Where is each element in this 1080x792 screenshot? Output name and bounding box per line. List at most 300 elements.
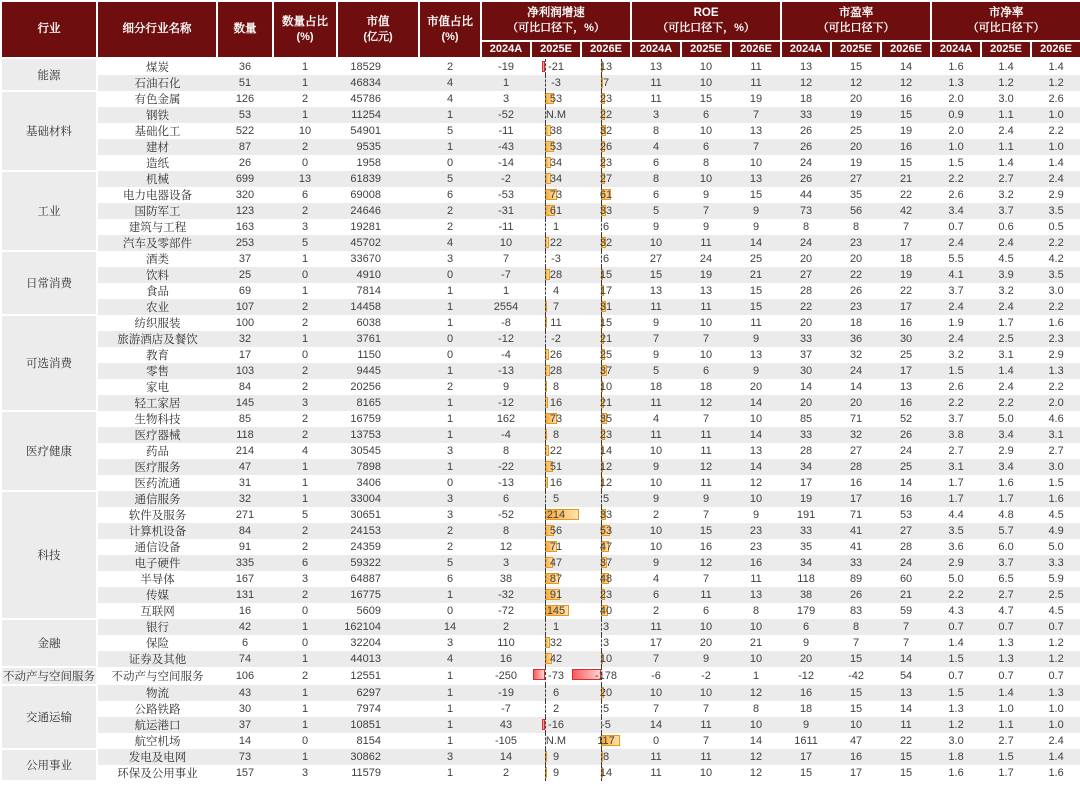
year-header-2-0: 2024A [781,41,831,58]
mcap-cell: 7974 [356,703,381,715]
mcap-pct-cell: 4 [446,93,454,105]
pb-cell: 1.7 [931,491,981,507]
pe-cell: 1611 [794,735,818,747]
growth-cell [581,685,631,701]
growth-cell [481,283,531,299]
growth-cell [581,619,631,635]
growth-cell [581,219,631,235]
mcap-pct-cell: 0 [446,605,454,617]
roe-cell: 10 [731,651,781,667]
mcap-pct-cell: 1 [419,717,481,733]
table-row [1,235,1080,251]
count-pct-cell: 2 [301,670,309,682]
table-row [1,765,1080,781]
roe-cell: 9 [702,189,710,201]
growth-value: -7 [501,269,511,281]
pe-cell: 38 [781,587,831,603]
count-cell: 100 [235,317,255,329]
databar-axis [601,635,602,651]
pe-cell: 35 [849,189,863,201]
pe-cell: 14 [799,381,813,393]
pb-cell: 1.4 [998,157,1014,169]
growth-value: 5 [552,493,560,505]
pb-cell: 3.5 [931,523,981,539]
subindustry-name-cell: 机械 [97,171,217,187]
mcap-pct-cell: 5 [419,555,481,571]
growth-value: 48 [599,573,613,585]
databar-axis [545,171,546,187]
growth-cell [531,187,581,203]
table-row [1,539,1080,555]
roe-cell: 9 [752,509,760,521]
roe-cell: 24 [699,253,713,265]
mcap-cell: 1958 [356,157,381,169]
roe-cell: 11 [731,75,781,91]
subindustry-name-cell: 互联网 [140,606,175,618]
count-pct-cell: 1 [273,717,337,733]
mcap-cell: 3406 [356,477,381,489]
pe-cell: 20 [799,253,813,265]
roe-cell: 10 [649,541,663,553]
roe-cell: 13 [699,285,713,297]
pe-cell: 20 [781,395,831,411]
count-pct-cell: 2 [273,203,337,219]
growth-cell [481,491,531,507]
roe-cell: 25 [749,253,763,265]
pb-cell: 2.6 [948,381,964,393]
pb-cell: 3.7 [981,203,1031,219]
pe-cell: 14 [881,651,931,667]
growth-cell [531,139,581,155]
col-header-industry: 行业 [1,1,97,58]
roe-cell: 13 [749,125,763,137]
growth-value: -178 [595,670,618,682]
table-row [1,459,1080,475]
growth-cell [581,475,631,491]
databar-axis [545,331,546,347]
count-cell: 74 [217,651,273,667]
subindustry-name-cell: 药品 [146,446,169,458]
pb-cell: 2.6 [948,189,964,201]
subindustry-name-cell: 生物科技 [134,414,181,426]
growth-cell [581,603,631,619]
growth-cell [481,667,531,685]
roe-cell: 13 [649,285,663,297]
growth-value: -105 [494,735,518,747]
roe-cell: 7 [681,203,731,219]
pb-cell: 1.4 [1031,749,1080,765]
pe-cell: 41 [849,541,863,553]
growth-value: 15 [599,317,613,329]
growth-value: 14 [599,445,613,457]
growth-cell [581,123,631,139]
roe-cell: 11 [631,749,681,765]
pe-cell: 191 [796,509,816,521]
pe-cell: 118 [797,573,815,585]
count-cell: 73 [217,749,273,765]
pb-cell: 0.7 [981,619,1031,635]
table-row [1,491,1080,507]
pe-cell: 18 [799,703,813,715]
subindustry-name-cell: 保险 [146,638,169,650]
pe-cell: 16 [781,685,831,701]
pb-cell: 3.7 [948,413,964,425]
growth-value: -2 [501,173,511,185]
subindustry-name-cell: 半导体 [140,574,175,586]
subindustry-name-cell: 医药流通 [134,478,181,490]
growth-cell [581,155,631,171]
pe-cell: 16 [881,491,931,507]
mcap-pct-cell: 1 [446,767,454,779]
mcap-cell: 33004 [337,491,419,507]
mcap-cell: 14458 [337,299,419,315]
pb-cell: 2.5 [981,331,1031,347]
table-row [1,685,1080,701]
count-cell: 14 [238,735,252,747]
count-cell: 37 [217,717,273,733]
mcap-cell: 45702 [337,235,419,251]
pe-cell: 10 [831,717,881,733]
growth-cell [581,539,631,555]
databar-axis [545,459,546,475]
roe-cell: 11 [681,427,731,443]
pb-cell: 1.7 [948,477,964,489]
count-pct-cell: 4 [301,445,309,457]
count-cell: 131 [217,587,273,603]
growth-value: 26 [599,141,613,153]
pb-cell: 1.2 [931,717,981,733]
growth-cell [581,427,631,443]
growth-value: 3 [502,557,510,569]
roe-cell: 1 [752,670,760,682]
growth-value: 7 [502,253,510,265]
table-row [1,139,1080,155]
mcap-cell: 24646 [337,203,419,219]
databar-axis [545,685,546,701]
growth-cell [481,267,531,283]
mcap-pct-cell: 4 [419,75,481,91]
growth-cell [581,555,631,571]
pe-cell: 24 [799,157,813,169]
pb-cell: 4.8 [998,509,1014,521]
count-cell: 699 [217,171,273,187]
pb-cell: 1.2 [1048,637,1064,649]
growth-value: -12 [498,397,514,409]
roe-cell: 15 [631,267,681,283]
industry-group-cell: 基础材料 [1,91,97,171]
count-pct-cell: 2 [301,381,309,393]
pb-cell: 1.6 [1048,767,1064,779]
mcap-pct-cell: 1 [419,395,481,411]
growth-cell [481,331,531,347]
pb-cell: 1.2 [1031,75,1080,91]
growth-cell [531,75,581,91]
growth-value: 37 [599,365,613,377]
growth-value: 13 [599,61,613,73]
roe-cell: 11 [681,587,731,603]
pe-cell: 8 [831,619,881,635]
growth-value: 38 [499,573,513,585]
pe-cell: 26 [849,285,863,297]
industry-group-cell: 金融 [1,619,97,667]
growth-cell [581,717,631,733]
mcap-cell: 16775 [337,587,419,603]
negative-databar [533,669,545,680]
subindustry-name-cell: 汽车及零部件 [97,235,217,251]
pb-cell: 3.2 [998,189,1014,201]
year-header-2-1: 2025E [831,41,881,58]
subindustry-name-cell: 医疗服务 [97,459,217,475]
table-row [1,717,1080,733]
roe-cell: 9 [652,349,660,361]
pb-cell: 1.6 [948,61,964,73]
growth-value: 110 [497,637,515,649]
count-pct-cell: 1 [301,285,309,297]
growth-value: 16 [549,477,563,489]
databar-axis [545,571,546,587]
growth-value: 6 [602,253,610,265]
pe-cell: 36 [831,331,881,347]
roe-cell: 7 [652,703,660,715]
pb-cell: 3.7 [981,555,1031,571]
count-pct-cell: 2 [301,93,309,105]
roe-cell: 6 [681,107,731,123]
pe-cell: 7 [881,619,931,635]
growth-cell [481,507,531,523]
pe-cell: 17 [799,477,813,489]
growth-value: 53 [549,141,563,153]
count-pct-cell: 2 [273,587,337,603]
pe-cell: 7 [853,637,860,649]
growth-cell [481,75,531,91]
databar-axis [601,701,602,717]
growth-cell [581,299,631,315]
growth-value: 3 [602,637,610,649]
pe-cell: 9 [781,717,831,733]
pe-cell: 30 [781,363,831,379]
roe-cell: 11 [681,299,731,315]
growth-value: 9 [552,767,560,779]
pe-cell: 33 [781,107,831,123]
pb-cell: 3.4 [981,459,1031,475]
growth-cell [581,571,631,587]
growth-value: 8 [502,525,510,537]
growth-value: 27 [599,173,613,185]
mcap-pct-cell: 1 [419,459,481,475]
pe-cell: -12 [798,670,815,682]
mcap-pct-cell: 0 [446,157,454,169]
count-cell: 106 [235,670,255,682]
count-pct-cell: 1 [273,491,337,507]
subindustry-name-cell: 食品 [146,286,169,298]
pe-cell: 20 [799,317,813,329]
roe-cell: 9 [731,363,781,379]
roe-cell: 10 [749,157,763,169]
subindustry-name-cell: 旅游酒店及餐饮 [97,331,217,347]
pe-cell: 19 [849,157,863,169]
subindustry-name-cell: 钢铁 [97,107,217,123]
count-cell: 126 [235,93,255,105]
table-row [1,571,1080,587]
growth-value: -12 [498,333,514,345]
pe-group-header: 市盈率 （可比口径下） [781,1,931,41]
roe-cell: 15 [731,299,781,315]
growth-cell [481,171,531,187]
pb-cell: 2.4 [981,235,1031,251]
pb-cell: 3.1 [1031,427,1080,443]
databar-axis [545,299,546,315]
growth-cell [581,507,631,523]
roe-cell: 11 [681,235,731,251]
roe-cell: 11 [631,299,681,315]
growth-cell [581,379,631,395]
pb-cell: 2.7 [998,735,1014,747]
databar-axis [545,507,546,523]
roe-cell: 6 [681,363,731,379]
growth-cell [531,507,581,523]
growth-value: 47 [549,557,563,569]
subindustry-name-cell: 饮料 [97,267,217,283]
growth-value: 23 [599,93,613,105]
growth-value: 2554 [493,301,519,313]
growth-value: -31 [498,205,514,217]
table-row [1,299,1080,315]
growth-cell [481,749,531,765]
roe-cell: 15 [699,93,713,105]
pb-cell: 1.3 [998,637,1014,649]
databar-axis [545,155,546,171]
growth-value: 21 [599,333,613,345]
growth-value: 16 [499,653,513,665]
mcap-pct-cell: 1 [419,139,481,155]
pe-cell: 18 [899,253,913,265]
growth-cell [481,219,531,235]
growth-value: -11 [498,125,514,137]
pb-cell: 4.7 [998,605,1014,617]
mcap-cell: 13753 [337,427,419,443]
growth-value: 14 [499,751,513,763]
roe-cell: 11 [650,93,662,105]
mcap-cell: 8154 [356,735,381,747]
pb-cell: 1.8 [931,749,981,765]
mcap-cell: 19281 [350,221,381,233]
pb-cell: 2.9 [1048,349,1064,361]
growth-value: -53 [498,189,514,201]
subindustry-name-cell: 有色金属 [134,94,181,106]
pb-cell: 3.3 [1031,555,1080,571]
roe-cell: 9 [702,221,710,233]
count-pct-cell: 0 [301,735,309,747]
year-header-2-2: 2026E [881,41,931,58]
growth-cell [481,459,531,475]
mcap-cell: 9535 [337,139,419,155]
roe-cell: 10 [699,349,713,361]
subindustry-name-cell: 教育 [146,350,169,362]
pe-cell: 35 [799,541,813,553]
profit-growth-group-header: 净利润增速 （可比口径下，%） [481,1,631,41]
growth-value: 34 [549,173,563,185]
growth-value: 87 [549,573,563,585]
subindustry-name-cell: 物流 [97,685,217,701]
growth-value: 23 [599,429,613,441]
count-pct-cell: 5 [301,509,309,521]
roe-cell: 10 [681,685,731,701]
growth-cell [481,123,531,139]
databar-axis [545,91,546,107]
growth-cell [531,58,581,75]
growth-value: 4 [552,285,560,297]
table-row [1,395,1080,411]
pb-cell: 1.4 [981,685,1031,701]
roe-cell: 16 [699,541,713,553]
subindustry-name-cell: 证券及其他 [97,651,217,667]
roe-cell: 13 [731,587,781,603]
growth-cell [531,523,581,539]
pe-cell: 6 [781,619,831,635]
roe-cell: 10 [681,619,731,635]
growth-cell [531,203,581,219]
growth-value: 8 [502,445,510,457]
mcap-pct-cell: 1 [419,427,481,443]
pb-cell: 2.2 [981,395,1031,411]
roe-cell: 9 [652,317,660,329]
mcap-cell: 6038 [356,317,381,329]
mcap-cell: 64887 [350,573,381,585]
count-pct-cell: 6 [301,189,309,201]
count-cell: 37 [238,253,252,265]
pe-cell: 28 [899,541,913,553]
pb-cell: 1.6 [1031,491,1080,507]
pe-cell: 26 [781,139,831,155]
roe-cell: 11 [631,395,681,411]
roe-cell: 20 [749,381,763,393]
growth-value: 10 [599,381,613,393]
mcap-pct-cell: 1 [446,735,454,747]
growth-value: 8 [552,429,560,441]
pe-cell: 24 [881,555,931,571]
growth-value: -73 [548,670,564,682]
table-body [1,58,1080,781]
count-cell: 87 [217,139,273,155]
databar-axis [545,555,546,571]
roe-cell: 7 [702,735,710,747]
growth-cell [481,603,531,619]
pb-cell: 2.7 [1048,445,1064,457]
growth-value: -4 [501,429,511,441]
table-row [1,251,1080,267]
growth-cell [581,91,631,107]
pe-cell: 44 [799,189,813,201]
growth-value: -52 [498,109,514,121]
count-cell: 69 [238,285,252,297]
table-row [1,155,1080,171]
databar-axis [545,219,546,235]
growth-cell [581,58,631,75]
growth-cell [481,299,531,315]
growth-cell [481,187,531,203]
mcap-cell: 44013 [337,651,419,667]
pe-cell: 15 [899,767,913,779]
databar-axis [601,749,602,765]
pb-cell: 1.3 [948,703,964,715]
growth-cell [481,475,531,491]
pb-cell: 2.5 [1031,587,1080,603]
growth-cell [481,651,531,667]
pe-cell: 83 [849,605,863,617]
pb-cell: 1.0 [1031,717,1080,733]
pb-cell: 2.4 [931,299,981,315]
table-row [1,443,1080,459]
